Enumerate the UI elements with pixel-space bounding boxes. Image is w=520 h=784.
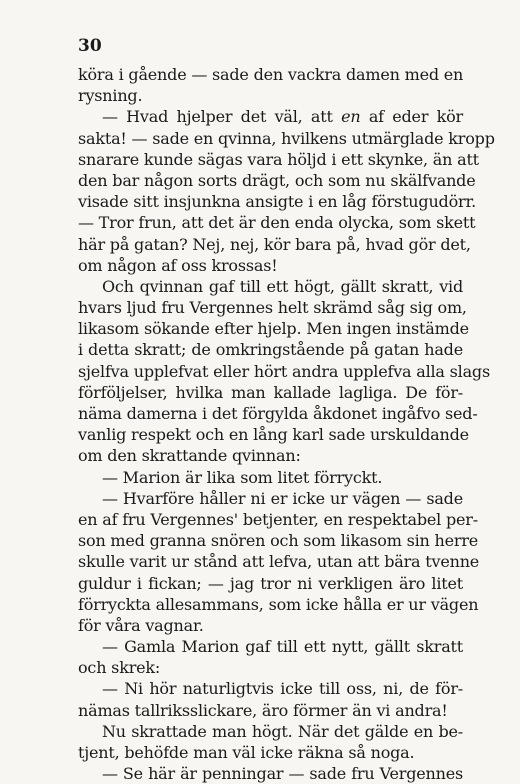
text-line: Nu skrattade man högt. När det gälde en be- [102, 721, 463, 741]
text-line: snarare kunde sägas vara höljd i ett skynke, än att [78, 149, 479, 169]
text-line: — Ni hör naturligtvis icke till oss, ni, de för- [102, 679, 463, 699]
text-line: guldur i fickan; — jag tror ni verkligen äro litet [78, 573, 463, 593]
text-line: — Marion är lika som litet förryckt. [102, 467, 383, 487]
text-line: en af fru Vergennes' betjenter, en respektabel per- [78, 509, 478, 529]
text-line: näma damerna i det förgylda åkdonet ingåfvo sed- [78, 404, 478, 423]
text-line: — Hvad hjelper det väl, att en af eder kör [102, 107, 463, 127]
text-line: skulle varit ur stånd att lefva, utan att bära tvenne [78, 552, 480, 572]
text-line: — Se här är penningar — sade fru Vergennes [102, 764, 463, 784]
text-line: likasom sökande efter hjelp. Men ingen instämde [78, 319, 469, 339]
text-line: — Gamla Marion gaf till ett nytt, gällt skratt [102, 637, 463, 657]
text-line: i detta skratt; de omkringstående på gatan hade [78, 340, 463, 360]
text-line: tjent, behöfde man väl icke räkna så noga. [78, 743, 415, 762]
text-line: köra i gående — sade den vackra damen med en [78, 65, 464, 84]
text-line: nämas tallriksslickare, äro förmer än vi andra! [78, 700, 448, 720]
text-line: son med granna snören och som likasom sin herre [78, 531, 479, 551]
text-line: här på gatan? Nej, nej, kör bara på, hvad gör det, [78, 234, 471, 254]
text-line: — Hvarföre håller ni er icke ur vägen — sade [102, 488, 463, 508]
text-line: sakta! — sade en qvinna, hvilkens utmärglade kropp [78, 128, 495, 148]
text-line: visade sitt insjunkna ansigte i en låg förstugudörr. [78, 192, 477, 212]
text-line: och skrek: [78, 658, 161, 678]
text-line: vanlig respekt och en lång karl sade urskuldande [78, 425, 469, 445]
text-line: sjelfva upplefvat eller hört andra upplefva alla slags [78, 361, 490, 381]
text-line: för våra vagnar. [78, 615, 204, 635]
text-line: — Tror frun, att det är den enda olycka, som skett [78, 213, 476, 233]
body-text [78, 64, 495, 784]
text-line: om någon af oss krossas! [78, 255, 278, 275]
text-line: hvars ljud fru Vergennes helt skrämd såg sig om, [78, 298, 467, 318]
text-line: Och qvinnan gaf till ett högt, gällt skratt, vid [102, 276, 463, 296]
text-line: förföljelser, hvilka man kallade lagliga. De för- [78, 382, 463, 402]
text-line: rysning. [78, 86, 143, 106]
text-line: den bar någon sorts drägt, och som nu skälfvande [78, 170, 476, 190]
text-line: förryckta allesammans, som icke hålla er ur vägen [78, 594, 479, 614]
page-number: 30 [78, 36, 102, 56]
text-line: om den skrattande qvinnan: [78, 446, 301, 466]
emphasis: en [341, 107, 361, 127]
